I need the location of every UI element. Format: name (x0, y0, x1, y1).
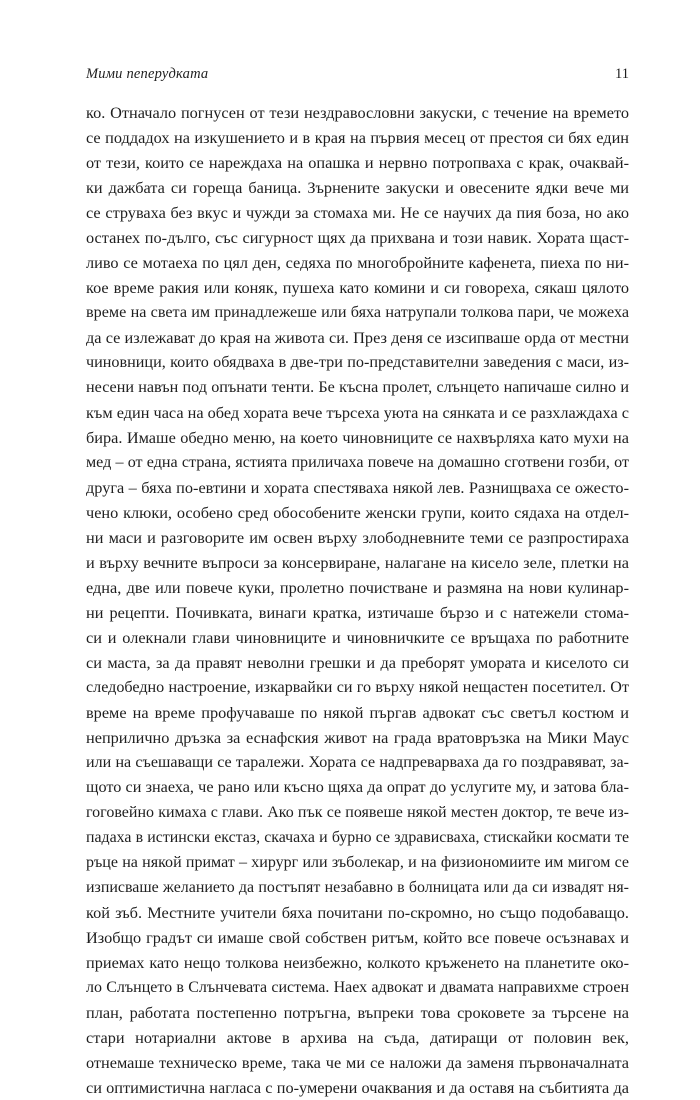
text-line: останех по-дълго, със сигурност щях да прихвана и този навик. Хората щаст- (86, 228, 629, 247)
text-line: бира. Имаше обедно меню, на което чиновниците се нахвърляха като мухи на (86, 428, 629, 447)
text-line: към един часа на обед хората вече търсеха уюта на сянката и се разхлаждаха с (86, 403, 629, 422)
text-line: изписваше желанието да постъпят незабавно в болницата или да си извадят ня- (86, 879, 629, 896)
text-line: кое време ракия или коняк, пушеха като комини и си говореха, сякаш цялото (86, 278, 629, 297)
text-line: или на съешаващи се таралежи. Хората се надпреварваха да го поздравяват, за- (86, 754, 629, 771)
text-line: време на време профучаваше по някой пъргав адвокат със светъл костюм и (86, 703, 629, 722)
body-text (86, 100, 629, 1100)
text-line: ливо се мотаеха по цял ден, седяха по многобройните кафенета, пиеха по ни- (86, 253, 629, 272)
text-line: се струваха без вкус и чужди за стомаха ми. Не се научих да пия боза, но ако (86, 203, 629, 222)
text-line: ни рецепти. Почивката, винаги кратка, изтичаше бързо и с натежели стома- (86, 603, 629, 622)
text-line: отнемаше техническо време, така че ми се наложи да заменя първоначалната (86, 1053, 629, 1072)
text-line: една, две или повече куки, пролетно почистване и размяна на нови кулинар- (86, 578, 629, 597)
text-line: стари нотариални актове в архива на съда, датиращи от половин век, (86, 1028, 629, 1047)
text-line: друга – бяха по-евтини и хората спестяваха някой лев. Разнищваха се ожесто- (86, 478, 629, 497)
text-line: време на света им принадлежеше или бяха натрупали толкова пари, че можеха (86, 304, 629, 321)
text-line: и върху вечните въпроси за консервиране, налагане на кисело зеле, плетки на (86, 553, 629, 572)
running-header (86, 66, 629, 86)
text-line: Изобщо градът си имаше свой собствен ритъм, който все повече осъзнавах и (86, 928, 629, 947)
text-line: ки дажбата си гореща баница. Зърнените закуски и овесените ядки вече ми (86, 178, 629, 197)
text-line: неприлично дръзка за еснафския живот на града вратовръзка на Мики Маус (86, 728, 629, 747)
text-line: гоговейно кимаха с глави. Ако пък се появеше някой местен доктор, те вече из- (86, 804, 629, 821)
text-line: ко. Отначало погнусен от тези нездравословни закуски, с течение на времето (86, 103, 629, 122)
page-number: 11 (615, 66, 629, 82)
text-line: план, работата постепенно потръгна, въпреки това сроковете за търсене на (86, 1003, 629, 1022)
text-line: падаха в истински екстаз, скачаха и бурно се здрависваха, стискайки космати те (86, 829, 629, 846)
text-line: кой зъб. Местните учители бяха почитани по-скромно, но също подобаващо. (86, 903, 629, 922)
text-line: да се излежават до края на живота си. През деня се изсипваше орда от местни (86, 328, 629, 347)
text-line: следобедно настроение, изкарвайки си го върху някой нещастен посетител. От (86, 679, 629, 696)
book-title: Мими пеперудката (86, 66, 209, 82)
text-line: приемах като нещо толкова неизбежно, колкото кръженето на планетите око- (86, 953, 629, 972)
text-line: мед – от една страна, ястията приличаха повече на домашно сготвени гозби, от (86, 454, 629, 471)
text-line: несени навън под опънати тенти. Бе късна пролет, слънцето напичаше силно и (86, 379, 629, 396)
text-line: ни маси и разговорите им освен върху злободневните теми се разпростираха (86, 528, 629, 547)
text-line: се поддадох на изкушението и в края на първия месец от престоя си бях един (86, 128, 629, 147)
text-line: ло Слънцето в Слънчевата система. Наех адвокат и двамата направихме строен (86, 979, 629, 996)
text-line: си и олекнали глави чиновниците и чиновничките се връщаха по работните (86, 628, 629, 647)
text-line: чиновници, които обядваха в две-три по-представителни заведения с маси, из- (86, 354, 629, 371)
text-line: си оптимистична нагласа с по-умерени очаквания и да оставя на събитията да (86, 1078, 629, 1097)
text-line: ръце на някой примат – хирург или зъболекар, и на физиономиите им мигом се (86, 854, 629, 871)
text-line: чено клюки, особено сред обособените женски групи, които сядаха на отдел- (86, 503, 629, 522)
text-line: щото си знаеха, че рано или късно щяха да опрат до услугите му, и затова бла- (86, 778, 629, 796)
text-line: си маста, за да правят неволни грешки и да преборят умората и киселото си (86, 653, 629, 672)
text-line: от тези, които се нареждаха на опашка и нервно потропваха с крак, очаквай- (86, 153, 629, 172)
